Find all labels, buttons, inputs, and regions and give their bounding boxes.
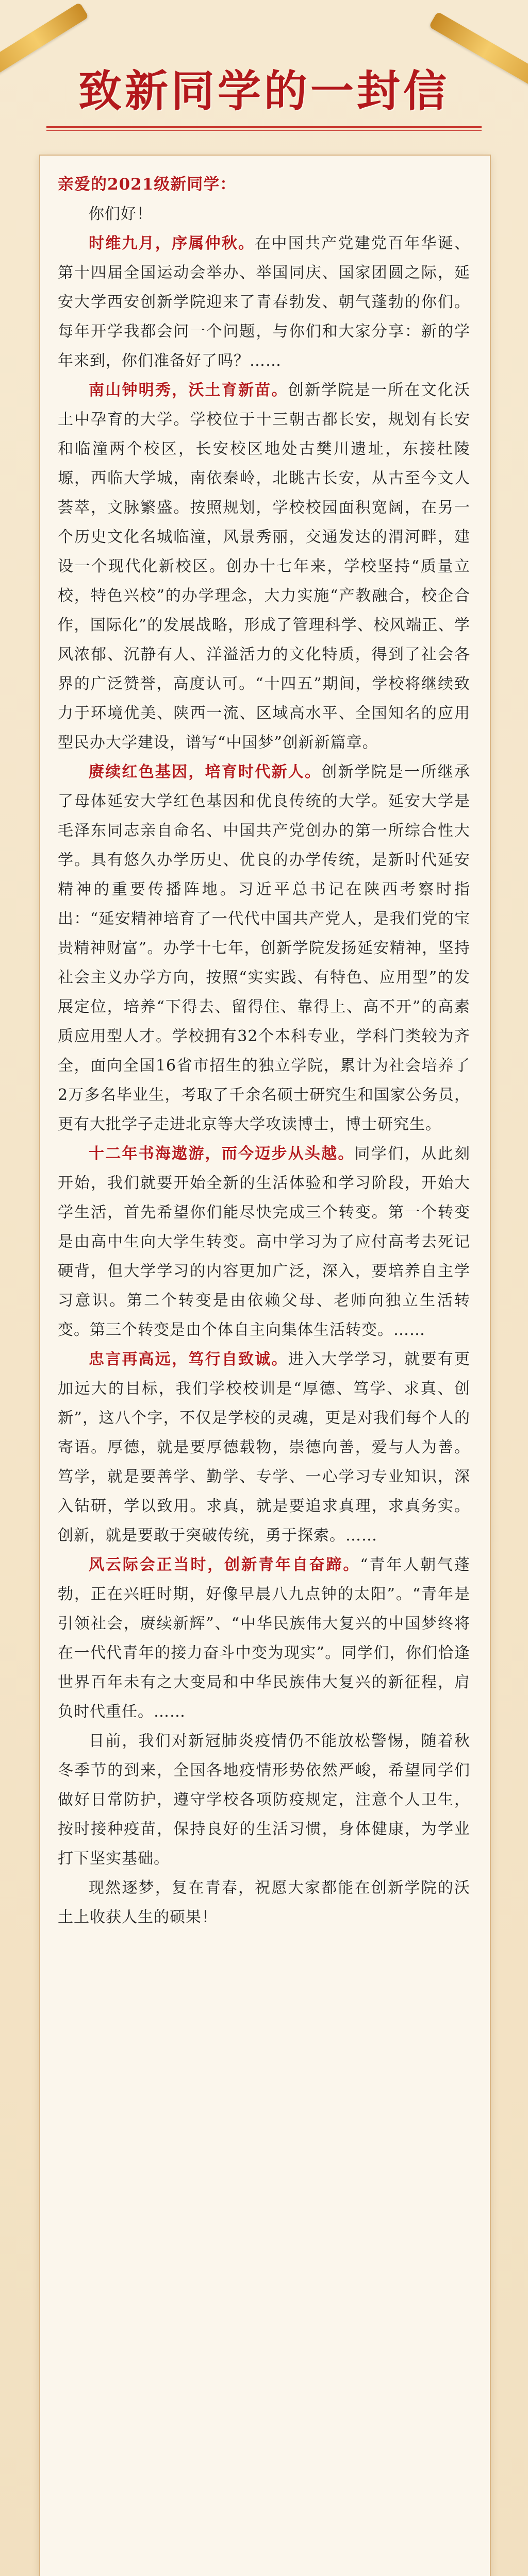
paragraph-2 <box>58 376 470 757</box>
paragraph-5-text: 进入大学学习，就要有更加远大的目标，我们学校校训是“厚德、笃学、求真、创新”，这八个字，不仅是学校的灵魂，更是对我们每个人的寄语。厚德，就是要厚德载物，崇德向善，爱与人为善。笃学，就是要善学、勤学、专学、一心学习专业知识，深入钻研，学以致用。求真，就是要追求真理，求真务实。创新，就是要敢于突破传统，勇于探索。…… <box>58 1350 471 1545</box>
paragraph-4-text: 同学们，从此刻开始，我们就要开始全新的生活体验和学习阶段，开始大学生活，首先希望你们能尽快完成三个转变。第一个转变是由高中生向大学生转变。高中学习为了应付高考去死记硬背，但大学学习的内容更加广泛，深入，要培养自主学习意识。第二个转变是由依赖父母、老师向独立生活转变。第三个转变是由个体自主向集体生活转变。…… <box>58 1145 471 1339</box>
greeting: 亲爱的2021级新同学： <box>58 175 237 194</box>
paragraph-6-text: “青年人朝气蓬勃，正在兴旺时期，好像早晨八九点钟的太阳”。“青年是引领社会，赓续新辉”、“中华民族伟大复兴的中国梦终将在一代代青年的接力奋斗中变为现实”。同学们，你们恰逢世界百年未有之大变局和中华民族伟大复兴的新征程，肩负时代重任。…… <box>58 1556 470 1721</box>
paragraph-4 <box>58 1139 470 1345</box>
paragraph-7: 目前，我们对新冠肺炎疫情仍不能放松警惕，随着秋冬季节的到来，全国各地疫情形势依然严峻，希望同学们做好日常防护，遵守学校各项防疫规定，注意个人卫生，按时接种疫苗，保持良好的生活习惯，身体健康，为学业打下坚实基础。 <box>58 1732 470 1868</box>
paragraph-2-text: 创新学院是一所在文化沃土中孕育的大学。学校位于十三朝古都长安，规划有长安和临潼两个校区，长安校区地处古樊川遗址，东接杜陵塬，西临大学城，南依秦岭，北眺古长安，从古至今文人荟萃，文脉繁盛。按照规划，学校校园面积宽阔，在另一个历史文化名城临潼，风景秀丽，交通发达的渭河畔，建设一个现代化新校区。创办十七年来，学校坚持“质量立校，特色兴校”的办学理念，大力实施“产教融合，校企合作，国际化”的发展战略，形成了管理科学、校风端正、学风浓郁、沉静有人、洋溢活力的文化特质，得到了社会各界的广泛赞誉，高度认可。“十四五”期间，学校将继续致力于环境优美、陕西一流、区域高水平、全国知名的应用型民办大学建设，谱写“中国梦”创新新篇章。 <box>58 381 471 752</box>
paragraph-2-lead: 南山钟明秀，沃土育新苗。 <box>89 381 288 399</box>
paragraph-4-lead: 十二年书海遨游，而今迈步从头越。 <box>89 1145 355 1163</box>
paragraph-5-lead: 忠言再高远，笃行自致诚。 <box>89 1350 288 1368</box>
salutation: 你们好！ <box>89 205 153 223</box>
paragraph-3-lead: 赓续红色基因，培育时代新人。 <box>89 763 322 781</box>
paragraph-3-text: 创新学院是一所继承了母体延安大学红色基因和优良传统的大学。延安大学是毛泽东同志亲自命名、中国共产党创办的第一所综合性大学。具有悠久办学历史、优良的办学传统，是新时代延安精神的重要传播阵地。习近平总书记在陕西考察时指出：“延安精神培育了一代代中国共产党人，是我们党的宝贵精神财富”。办学十七年，创新学院发扬延安精神，坚持社会主义办学方向，按照“实实践、有特色、应用型”的发展定位，培养“下得去、留得住、靠得上、高不开”的高素质应用型人才。学校拥有32个本科专业，学科门类较为齐全，面向全国16省市招生的独立学院，累计为社会培养了2万多名毕业生，考取了千余名硕士研究生和国家公务员，更有大批学子走进北京等大学攻读博士，博士研究生。 <box>58 763 471 1133</box>
paragraph-3 <box>58 757 470 1139</box>
letter-body <box>58 170 470 1932</box>
title-divider-thin <box>46 130 482 131</box>
paragraph-6 <box>58 1550 470 1726</box>
paragraph-1 <box>58 229 470 376</box>
page-title: 致新同学的一封信 <box>78 65 450 116</box>
paragraph-1-text: 在中国共产党建党百年华诞、第十四届全国运动会举办、举国同庆、国家团圆之际，延安大学西安创新学院迎来了青春勃发、朝气蓬勃的你们。每年开学我都会问一个问题，与你们和大家分享：新的学年来到，你们准备好了吗？…… <box>58 234 471 370</box>
title-divider <box>46 126 482 128</box>
paragraph-8: 现然逐梦，复在青春，祝愿大家都能在创新学院的沃土上收获人生的硕果！ <box>58 1879 470 1926</box>
paragraph-5 <box>58 1345 470 1550</box>
paragraph-1-lead: 时维九月，序属仲秋。 <box>89 234 255 252</box>
paragraph-6-lead: 风云际会正当时，创新青年自奋蹄。 <box>89 1556 360 1574</box>
